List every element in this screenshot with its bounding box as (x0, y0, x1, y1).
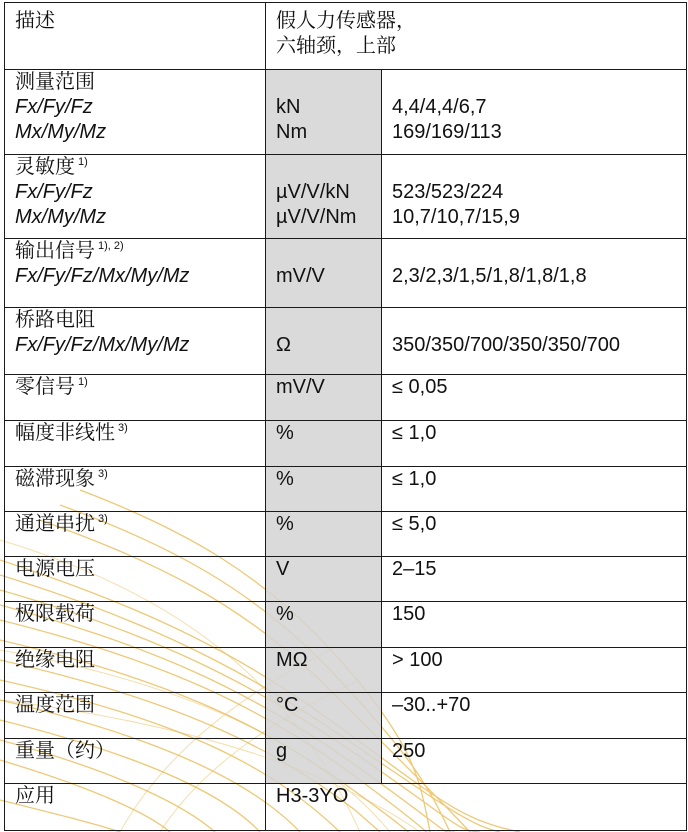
footnote-mark: 1) (78, 156, 88, 169)
row-unit: % (266, 467, 382, 512)
footnote-mark: 3) (98, 513, 108, 526)
row-label: 极限载荷 (5, 602, 266, 648)
table-row (5, 512, 687, 557)
table-row (5, 693, 687, 739)
row-unit: Ω (266, 308, 382, 375)
table-row (5, 557, 687, 602)
row-unit: g (266, 739, 382, 784)
row-label: 重量（约） (5, 739, 266, 784)
table-row (5, 739, 687, 784)
table-row-header (5, 3, 687, 70)
row-label: 应用 (5, 784, 266, 831)
row-value: 250 (382, 739, 687, 784)
header-value: 假人力传感器， 六轴颈，上部 (266, 3, 687, 70)
row-label: 测量范围 Fx/Fy/Fz Mx/My/Mz (5, 70, 266, 155)
row-label: 幅度非线性 $^{3)}$ (5, 421, 266, 467)
row-unit: % (266, 602, 382, 648)
row-value: ≤ 1,0 (382, 421, 687, 467)
row-value: 150 (382, 602, 687, 648)
row-value: 4,4/4,4/6,7 169/169/113 (382, 70, 687, 155)
footnote-mark: 3) (118, 422, 128, 435)
row-label: 通道串扰 $^{3)}$ (5, 512, 266, 557)
row-unit: % (266, 512, 382, 557)
header-label: 描述 (5, 3, 266, 70)
row-value: ≤ 0,05 (382, 375, 687, 421)
footnote-mark: 3) (98, 468, 108, 481)
row-value: > 100 (382, 648, 687, 693)
table-row (5, 155, 687, 239)
table-row (5, 421, 687, 467)
row-label: 绝缘电阻 (5, 648, 266, 693)
table-row (5, 467, 687, 512)
footnote-mark: 1), 2) (98, 240, 124, 253)
row-value: 523/523/224 10,7/10,7/15,9 (382, 155, 687, 239)
row-label: 电源电压 (5, 557, 266, 602)
row-label: 桥路电阻 Fx/Fy/Fz/Mx/My/Mz (5, 308, 266, 375)
table-row (5, 375, 687, 421)
row-unit: µV/V/kN µV/V/Nm (266, 155, 382, 239)
application-value: H3-3YO (266, 784, 687, 831)
row-value: ≤ 1,0 (382, 467, 687, 512)
row-unit: MΩ (266, 648, 382, 693)
row-value: 2,3/2,3/1,5/1,8/1,8/1,8 (382, 239, 687, 308)
row-value: ≤ 5,0 (382, 512, 687, 557)
table-row (5, 239, 687, 308)
row-unit: mV/V (266, 375, 382, 421)
row-label: 灵敏度 $^{1)}$ Fx/Fy/Fz Mx/My/Mz (5, 155, 266, 239)
table-row (5, 602, 687, 648)
table-row (5, 70, 687, 155)
table-row (5, 308, 687, 375)
spec-table (4, 2, 687, 831)
row-unit: kN Nm (266, 70, 382, 155)
row-unit: mV/V (266, 239, 382, 308)
row-value: 2–15 (382, 557, 687, 602)
row-label: 磁滞现象 $^{3)}$ (5, 467, 266, 512)
table-row-application (5, 784, 687, 831)
row-label: 输出信号 $^{1), 2)}$ Fx/Fy/Fz/Mx/My/Mz (5, 239, 266, 308)
row-label: 零信号 $^{1)}$ (5, 375, 266, 421)
footnote-mark: 1) (78, 376, 88, 389)
row-unit: % (266, 421, 382, 467)
row-unit: °C (266, 693, 382, 739)
row-value: 350/350/700/350/350/700 (382, 308, 687, 375)
row-label: 温度范围 (5, 693, 266, 739)
row-unit: V (266, 557, 382, 602)
row-value: –30..+70 (382, 693, 687, 739)
table-row (5, 648, 687, 693)
